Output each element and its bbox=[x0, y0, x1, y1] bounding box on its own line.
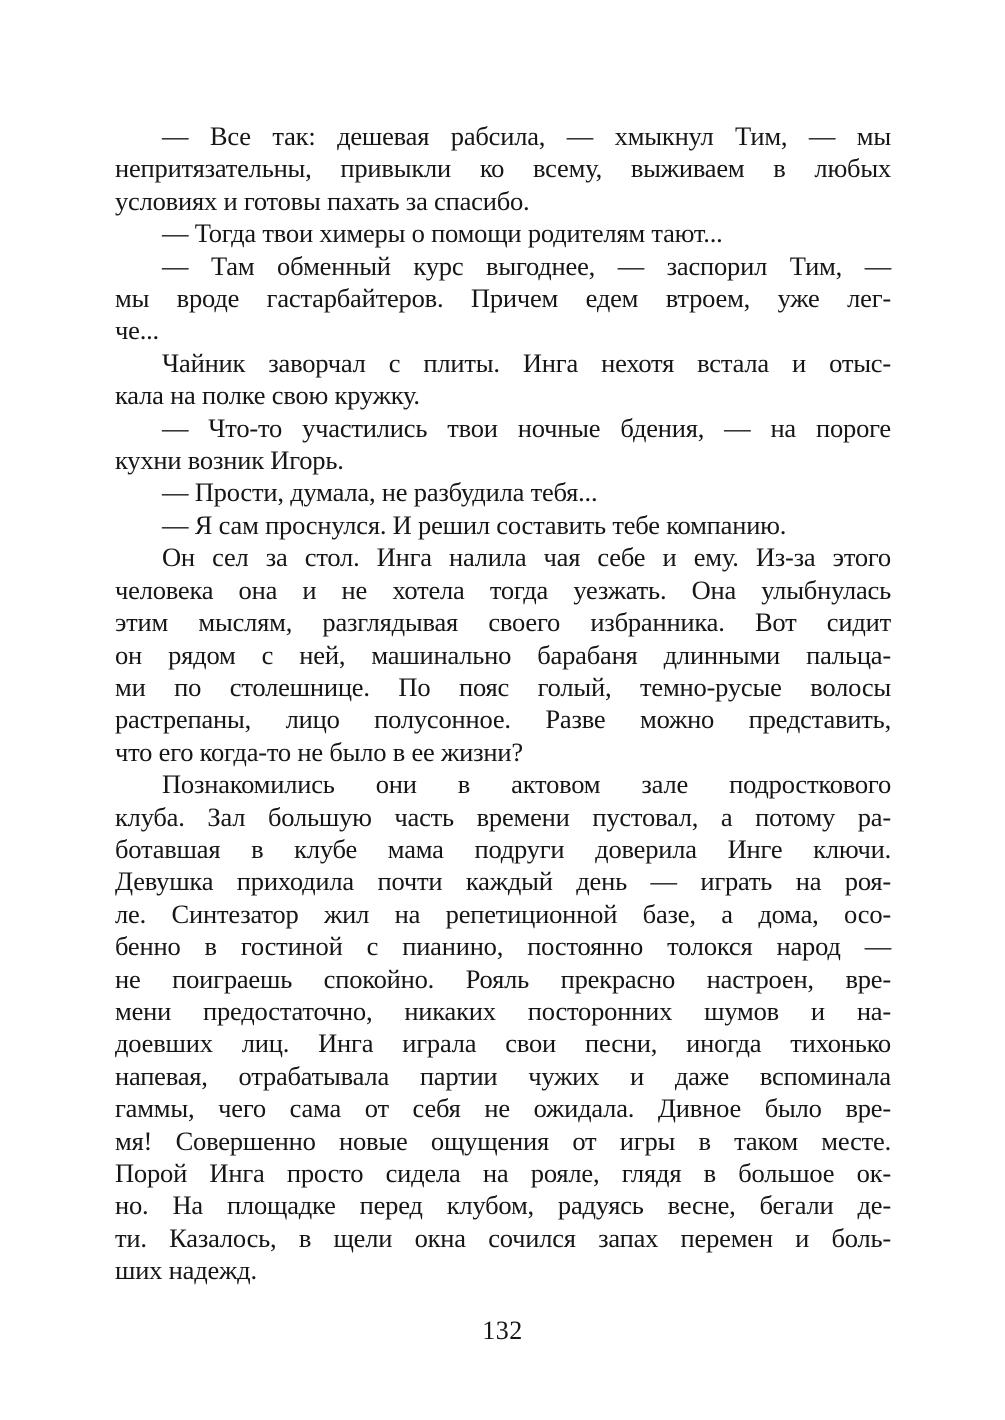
paragraph bbox=[115, 120, 891, 217]
text-line: — Там обменный курс выгоднее, — заспорил Тим, — bbox=[162, 250, 891, 281]
text-line: он рядом с ней, машинально барабаня длинными пальца- bbox=[115, 639, 891, 670]
paragraph bbox=[115, 476, 891, 508]
text-line: ботавшая в клубе мама подруги доверила Инге ключи. bbox=[115, 833, 891, 864]
text-line: — Я сам проснулся. И решил составить тебе компанию. bbox=[162, 509, 787, 540]
text-line: — Все так: дешевая рабсила, — хмыкнул Тим, — мы bbox=[162, 121, 891, 151]
paragraph bbox=[115, 541, 891, 768]
paragraph bbox=[115, 347, 891, 412]
paragraph bbox=[115, 768, 891, 1287]
paragraph bbox=[115, 412, 891, 477]
page-text bbox=[115, 120, 891, 1287]
text-line: доевших лиц. Инга играла свои песни, иногда тихонько bbox=[115, 1028, 891, 1059]
text-line: Девушка приходила почти каждый день — играть на роя- bbox=[115, 866, 891, 897]
text-line: напевая, отрабатывала партии чужих и даже вспоминала bbox=[115, 1060, 891, 1091]
text-line: мя! Совершенно новые ощущения от игры в таком месте. bbox=[115, 1125, 891, 1156]
paragraph bbox=[115, 509, 891, 541]
text-line: — Что-то участились твои ночные бдения, — на пороге bbox=[162, 412, 891, 443]
text-line: Порой Инга просто сидела на рояле, глядя в большое ок- bbox=[115, 1158, 891, 1188]
paragraph bbox=[115, 217, 891, 249]
text-line: условиях и готовы пахать за спасибо. bbox=[115, 185, 530, 216]
page-number: 132 bbox=[482, 1316, 523, 1345]
text-line: бенно в гостиной с пианино, постоянно толокся народ — bbox=[115, 931, 891, 962]
text-line: мы вроде гастарбайтеров. Причем едем втроем, уже лег- bbox=[115, 283, 891, 314]
text-line: Он сел за стол. Инга налила чая себе и ему. Из-за этого bbox=[162, 542, 891, 573]
text-line: ти. Казалось, в щели окна сочился запах перемен и боль- bbox=[115, 1222, 891, 1253]
text-line: не поиграешь спокойно. Рояль прекрасно настроен, вре- bbox=[115, 963, 891, 994]
text-line: — Прости, думала, не разбудила тебя... bbox=[162, 477, 598, 508]
text-line: ле. Синтезатор жил на репетиционной базе, а дома, осо- bbox=[115, 898, 891, 929]
text-line: Познакомились они в актовом зале подросткового bbox=[162, 769, 891, 800]
text-line: кала на полке свою кружку. bbox=[115, 380, 420, 411]
text-line: непритязательны, привыкли ко всему, выживаем в любых bbox=[115, 153, 891, 184]
text-line: — Тогда твои химеры о помощи родителям тают... bbox=[162, 218, 723, 249]
text-line: мени предостаточно, никаких посторонних шумов и на- bbox=[115, 995, 891, 1026]
text-line: что его когда-то не было в ее жизни? bbox=[115, 736, 523, 767]
text-line: человека она и не хотела тогда уезжать. Она улыбнулась bbox=[115, 574, 891, 605]
text-line: Чайник заворчал с плиты. Инга нехотя встала и отыс- bbox=[162, 347, 891, 378]
text-line: этим мыслям, разглядывая своего избранника. Вот сидит bbox=[115, 607, 891, 638]
paragraph bbox=[115, 250, 891, 347]
text-line: гаммы, чего сама от себя не ожидала. Дивное было вре- bbox=[115, 1093, 891, 1124]
text-line: ших надежд. bbox=[115, 1255, 257, 1286]
text-line: растрепаны, лицо полусонное. Разве можно представить, bbox=[115, 704, 891, 735]
text-line: клуба. Зал большую часть времени пустовал, а потому ра- bbox=[115, 801, 891, 832]
text-line: ми по столешнице. По пояс голый, темно-русые волосы bbox=[115, 671, 891, 702]
text-line: че... bbox=[115, 315, 159, 346]
text-line: кухни возник Игорь. bbox=[115, 445, 344, 476]
text-line: но. На площадке перед клубом, радуясь весне, бегали де- bbox=[115, 1190, 891, 1221]
